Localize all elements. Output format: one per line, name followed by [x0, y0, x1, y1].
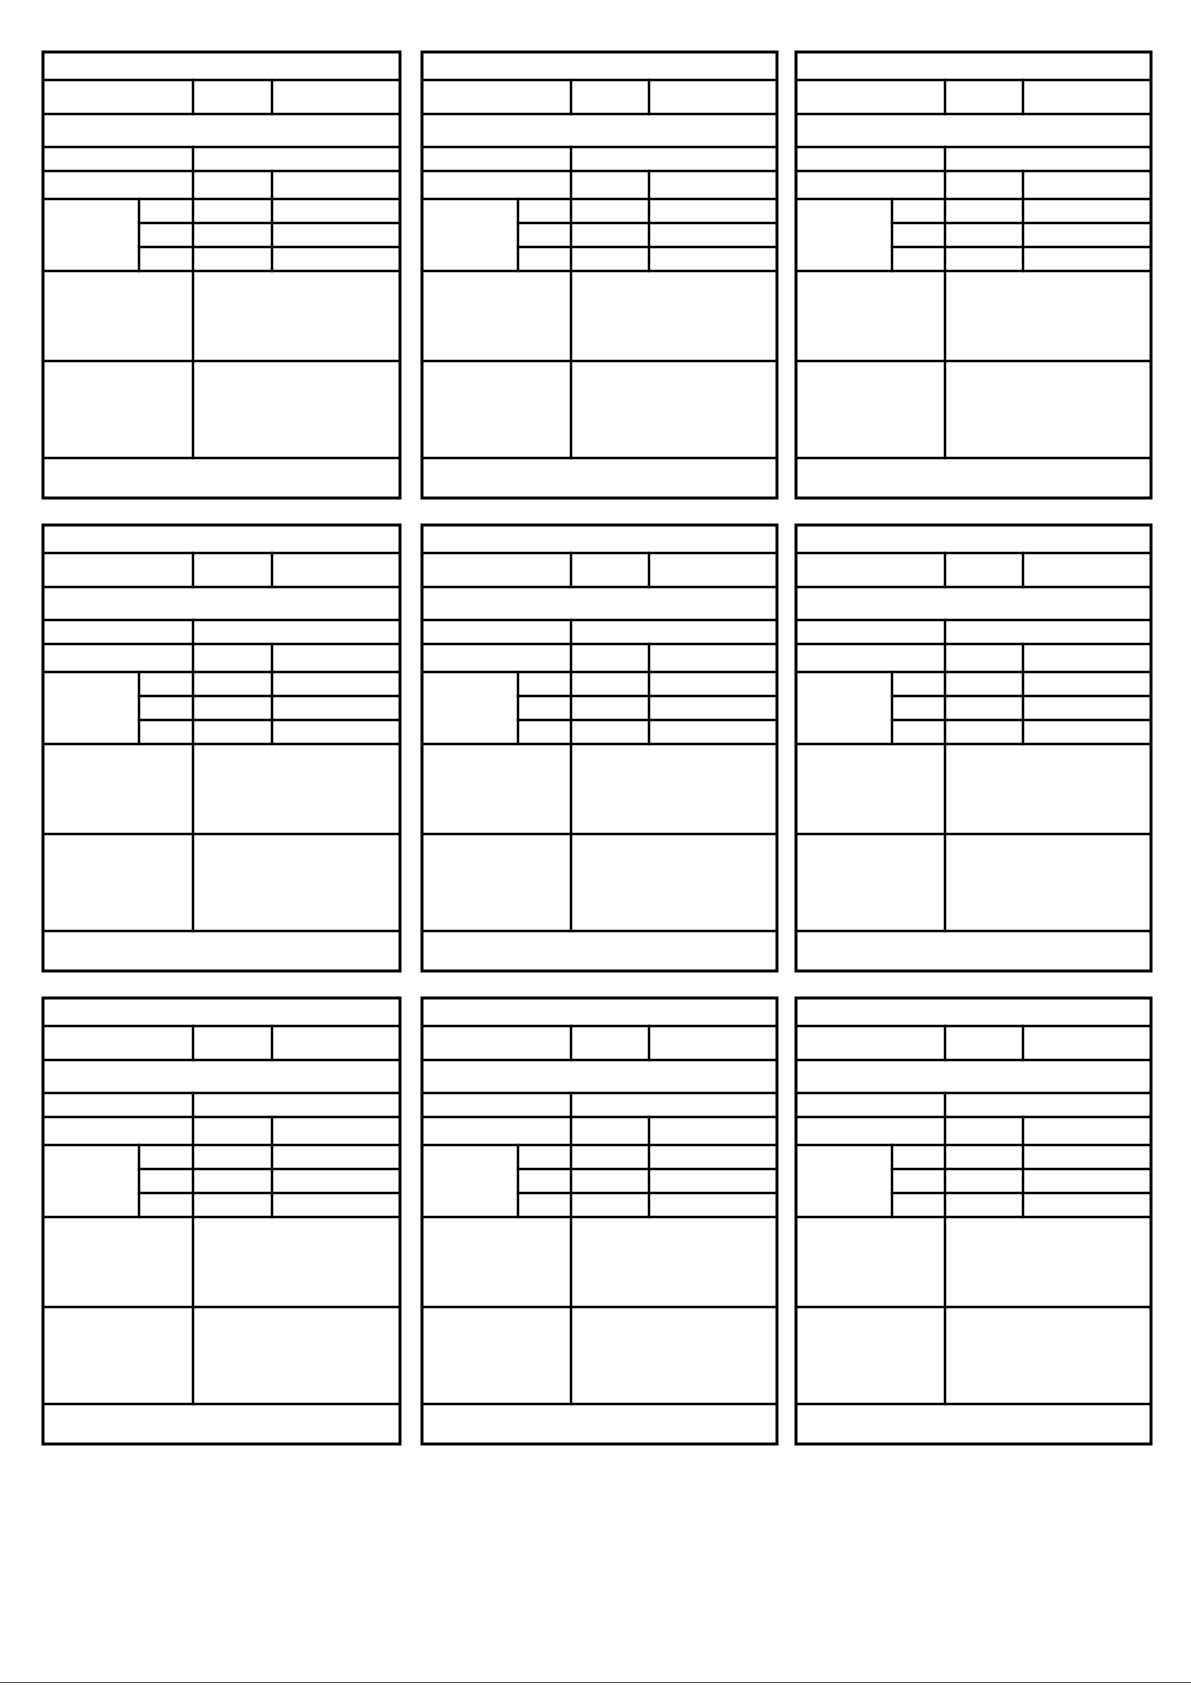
form-card-1: [43, 52, 400, 498]
form-card-frame: [43, 525, 400, 971]
form-card-3: [796, 52, 1151, 498]
form-card-frame: [796, 998, 1151, 1444]
form-card-frame: [422, 525, 777, 971]
form-card-5: [422, 525, 777, 971]
form-card-2: [422, 52, 777, 498]
form-card-frame: [422, 52, 777, 498]
form-card-frame: [422, 998, 777, 1444]
form-card-frame: [43, 52, 400, 498]
form-card-9: [796, 998, 1151, 1444]
form-card-frame: [43, 998, 400, 1444]
form-card-frame: [796, 525, 1151, 971]
form-card-6: [796, 525, 1151, 971]
page-bottom-rule: [0, 1682, 1191, 1683]
form-card-8: [422, 998, 777, 1444]
form-card-7: [43, 998, 400, 1444]
form-card-4: [43, 525, 400, 971]
form-card-frame: [796, 52, 1151, 498]
